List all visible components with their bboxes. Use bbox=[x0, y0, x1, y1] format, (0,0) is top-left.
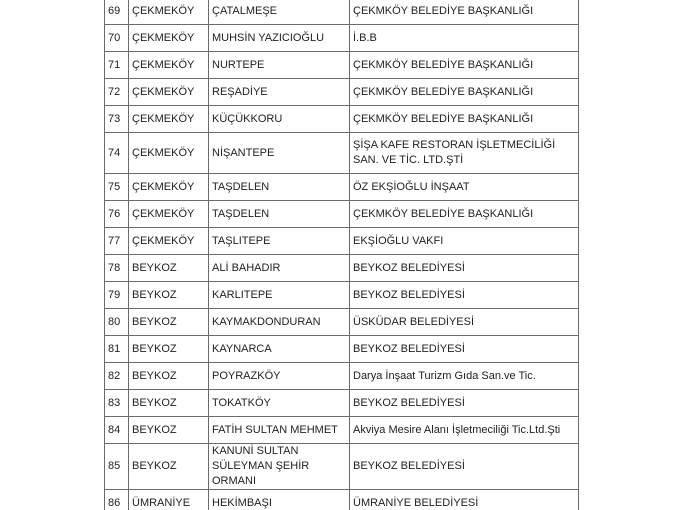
table-row bbox=[105, 79, 579, 106]
district-cell: ÇEKMEKÖY bbox=[129, 106, 209, 133]
district-cell: ÇEKMEKÖY bbox=[129, 133, 209, 174]
operator-cell: BEYKOZ BELEDİYESİ bbox=[350, 282, 579, 309]
row-number: 80 bbox=[105, 309, 129, 336]
location-cell: TOKATKÖY bbox=[209, 390, 350, 417]
location-cell: NURTEPE bbox=[209, 52, 350, 79]
table-row bbox=[105, 174, 579, 201]
district-cell: BEYKOZ bbox=[129, 282, 209, 309]
district-cell: ÇEKMEKÖY bbox=[129, 228, 209, 255]
picnic-areas-table bbox=[104, 0, 579, 510]
table-row bbox=[105, 282, 579, 309]
location-cell: TAŞDELEN bbox=[209, 201, 350, 228]
district-cell: BEYKOZ bbox=[129, 444, 209, 490]
operator-cell: İ.B.B bbox=[350, 25, 579, 52]
row-number: 86 bbox=[105, 490, 129, 510]
row-number: 83 bbox=[105, 390, 129, 417]
operator-cell: BEYKOZ BELEDİYESİ bbox=[350, 255, 579, 282]
district-cell: ÇEKMEKÖY bbox=[129, 0, 209, 25]
location-cell: KANUNİ SULTAN SÜLEYMAN ŞEHİR ORMANI bbox=[209, 444, 350, 490]
row-number: 82 bbox=[105, 363, 129, 390]
table-row bbox=[105, 52, 579, 79]
operator-cell: EKŞİOĞLU VAKFI bbox=[350, 228, 579, 255]
table-row bbox=[105, 133, 579, 174]
location-cell: KAYMAKDONDURAN bbox=[209, 309, 350, 336]
location-cell: KÜÇÜKKORU bbox=[209, 106, 350, 133]
row-number: 72 bbox=[105, 79, 129, 106]
table-row bbox=[105, 255, 579, 282]
row-number: 84 bbox=[105, 417, 129, 444]
table-row bbox=[105, 25, 579, 52]
row-number: 73 bbox=[105, 106, 129, 133]
operator-cell: ÜSKÜDAR BELEDİYESİ bbox=[350, 309, 579, 336]
district-cell: ÇEKMEKÖY bbox=[129, 79, 209, 106]
table-row bbox=[105, 444, 579, 490]
row-number: 78 bbox=[105, 255, 129, 282]
location-cell: REŞADİYE bbox=[209, 79, 350, 106]
operator-cell: ÇEKMKÖY BELEDİYE BAŞKANLIĞI bbox=[350, 52, 579, 79]
location-cell: KARLITEPE bbox=[209, 282, 350, 309]
table-row bbox=[105, 363, 579, 390]
district-cell: ÇEKMEKÖY bbox=[129, 25, 209, 52]
district-cell: BEYKOZ bbox=[129, 390, 209, 417]
operator-cell: ŞİŞA KAFE RESTORAN İŞLETMECİLİĞİ SAN. VE TİC. LTD.ŞTİ bbox=[350, 133, 579, 174]
table-row bbox=[105, 417, 579, 444]
operator-cell: Akviya Mesire Alanı İşletmeciliği Tic.Ltd.Şti bbox=[350, 417, 579, 444]
district-cell: ÇEKMEKÖY bbox=[129, 174, 209, 201]
district-cell: ÇEKMEKÖY bbox=[129, 201, 209, 228]
table-row bbox=[105, 390, 579, 417]
operator-cell: ÇEKMKÖY BELEDİYE BAŞKANLIĞI bbox=[350, 106, 579, 133]
operator-cell: BEYKOZ BELEDİYESİ bbox=[350, 336, 579, 363]
district-cell: BEYKOZ bbox=[129, 336, 209, 363]
operator-cell: ÇEKMKÖY BELEDİYE BAŞKANLIĞI bbox=[350, 79, 579, 106]
row-number: 79 bbox=[105, 282, 129, 309]
table-row bbox=[105, 490, 579, 510]
location-cell: POYRAZKÖY bbox=[209, 363, 350, 390]
table-row bbox=[105, 309, 579, 336]
table-row bbox=[105, 228, 579, 255]
location-cell: ÇATALMEŞE bbox=[209, 0, 350, 25]
operator-cell: Darya İnşaat Turizm Gıda San.ve Tic. bbox=[350, 363, 579, 390]
row-number: 70 bbox=[105, 25, 129, 52]
operator-cell: ÇEKMKÖY BELEDİYE BAŞKANLIĞI bbox=[350, 201, 579, 228]
operator-cell: ÖZ EKŞİOĞLU İNŞAAT bbox=[350, 174, 579, 201]
location-cell: TAŞLITEPE bbox=[209, 228, 350, 255]
location-cell: ALİ BAHADIR bbox=[209, 255, 350, 282]
table-row bbox=[105, 201, 579, 228]
location-cell: KAYNARCA bbox=[209, 336, 350, 363]
operator-cell: ÜMRANİYE BELEDİYESİ bbox=[350, 490, 579, 510]
location-cell: FATİH SULTAN MEHMET bbox=[209, 417, 350, 444]
district-cell: ÜMRANİYE bbox=[129, 490, 209, 510]
row-number: 74 bbox=[105, 133, 129, 174]
row-number: 69 bbox=[105, 0, 129, 25]
district-cell: ÇEKMEKÖY bbox=[129, 52, 209, 79]
row-number: 77 bbox=[105, 228, 129, 255]
district-cell: BEYKOZ bbox=[129, 363, 209, 390]
location-cell: HEKİMBAŞI bbox=[209, 490, 350, 510]
table-row bbox=[105, 336, 579, 363]
table-row bbox=[105, 106, 579, 133]
row-number: 85 bbox=[105, 444, 129, 490]
row-number: 76 bbox=[105, 201, 129, 228]
operator-cell: BEYKOZ BELEDİYESİ bbox=[350, 390, 579, 417]
district-cell: BEYKOZ bbox=[129, 255, 209, 282]
district-cell: BEYKOZ bbox=[129, 309, 209, 336]
row-number: 81 bbox=[105, 336, 129, 363]
row-number: 75 bbox=[105, 174, 129, 201]
district-cell: BEYKOZ bbox=[129, 417, 209, 444]
location-cell: MUHSİN YAZICIOĞLU bbox=[209, 25, 350, 52]
location-cell: TAŞDELEN bbox=[209, 174, 350, 201]
operator-cell: BEYKOZ BELEDİYESİ bbox=[350, 444, 579, 490]
operator-cell: ÇEKMKÖY BELEDİYE BAŞKANLIĞI bbox=[350, 0, 579, 25]
row-number: 71 bbox=[105, 52, 129, 79]
table-row bbox=[105, 0, 579, 25]
location-cell: NİŞANTEPE bbox=[209, 133, 350, 174]
